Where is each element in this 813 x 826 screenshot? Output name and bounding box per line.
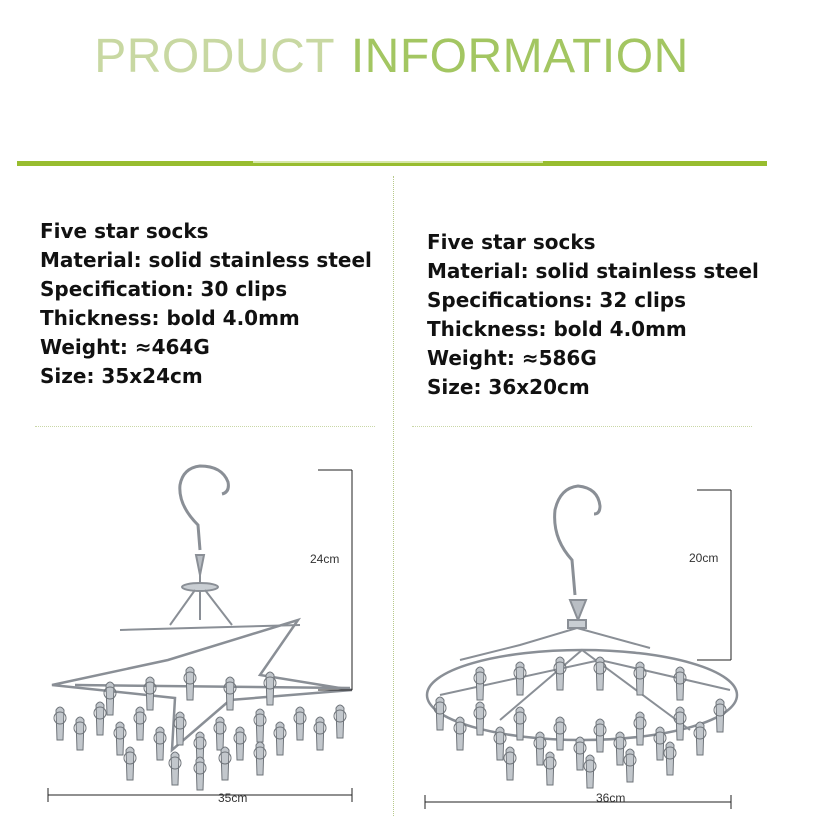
left-spec-line: Five star socks [40, 219, 209, 243]
left-spec-line: Size: 35x24cm [40, 364, 203, 388]
right-spec-line: Five star socks [427, 230, 596, 254]
page-title [0, 28, 783, 84]
right-divider [412, 426, 752, 427]
left-divider [35, 426, 375, 427]
left-height-label: 24cm [310, 552, 340, 566]
left-spec-line: Material: solid stainless steel [40, 248, 372, 272]
title-light: PRODUCT [94, 30, 336, 83]
left-spec-line: Weight: ≈464G [40, 335, 210, 359]
left-spec-line: Thickness: bold 4.0mm [40, 306, 300, 330]
right-width-label: 36cm [596, 791, 626, 805]
title-bold: INFORMATION [350, 30, 689, 83]
right-spec-line: Material: solid stainless steel [427, 259, 759, 283]
left-spec-line: Specification: 30 clips [40, 277, 288, 301]
left-spec-block [40, 217, 372, 391]
right-spec-line: Size: 36x20cm [427, 375, 590, 399]
right-height-label: 20cm [689, 551, 719, 565]
round-hanger-image [400, 430, 813, 820]
right-spec-line: Thickness: bold 4.0mm [427, 317, 687, 341]
left-width-label: 35cm [218, 791, 248, 805]
star-hanger-image [0, 430, 400, 820]
right-spec-line: Specifications: 32 clips [427, 288, 687, 312]
right-spec-line: Weight: ≈586G [427, 346, 597, 370]
right-spec-block [427, 228, 759, 402]
title-underline-highlight [253, 161, 543, 163]
